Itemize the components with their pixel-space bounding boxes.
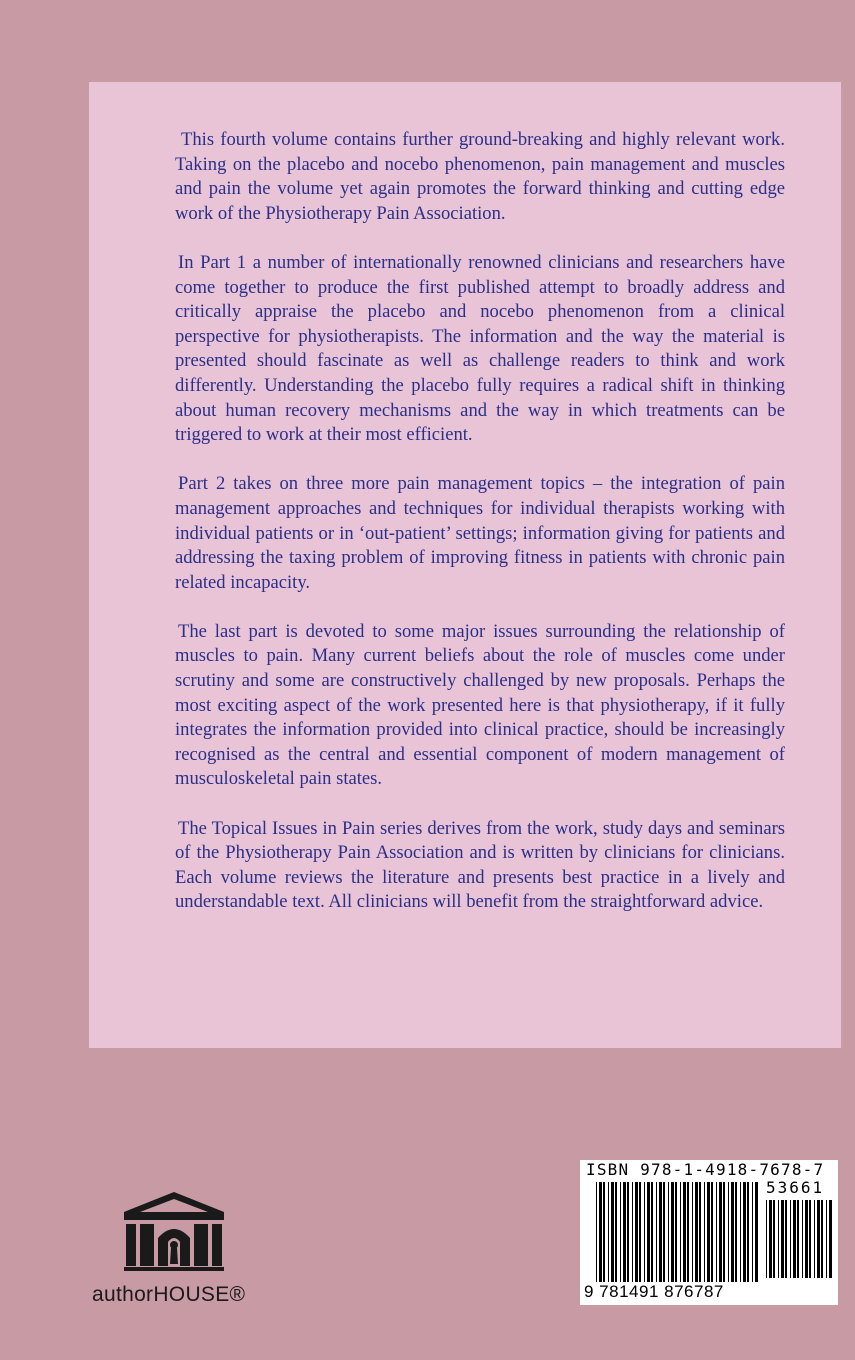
barcode-bar: [773, 1200, 775, 1278]
blurb-paragraph-3: Part 2 takes on three more pain management topics – the integration of pain management approaches and techniques for individual therapists working with individual patients or in ‘out-patient’ settings; information giving for patients and addressing the taxing problem of improving fitness in patients with chronic pain related incapacity.: [175, 473, 785, 593]
barcode-bar: [675, 1182, 677, 1282]
barcode-bar: [716, 1182, 717, 1282]
barcode-bar: [723, 1182, 725, 1282]
barcode-bar: [671, 1182, 674, 1282]
barcode-bar: [778, 1200, 779, 1278]
barcode-bar: [615, 1182, 617, 1282]
barcode-bar: [599, 1182, 602, 1282]
barcode-bar: [743, 1182, 746, 1282]
barcode-bar: [793, 1200, 796, 1278]
barcode-bar: [790, 1200, 791, 1278]
ean-digits: 9 781491 876787: [584, 1282, 724, 1301]
barcode-bar: [802, 1200, 803, 1278]
price-code: 53661: [766, 1178, 825, 1197]
barcode-bar: [620, 1182, 621, 1282]
barcode-bar: [683, 1182, 686, 1282]
barcode-bar: [699, 1182, 701, 1282]
barcode-bar: [603, 1182, 605, 1282]
barcode-bar: [656, 1182, 657, 1282]
barcode-bar: [755, 1182, 758, 1282]
blurb-paragraph-4: The last part is devoted to some major issues surrounding the relationship of muscles to pain. Many current beliefs about the role of muscles come under scrutiny and some are constructively challenged by new proposals. Perhaps the most exciting aspect of the work presented here is that physiotherapy, if it fully integrates the information provided into clinical practice, should be increasingly recognised as the central and essential component of modern management of musculoskeletal pain states.: [175, 620, 785, 790]
barcode-bar: [647, 1182, 650, 1282]
barcode-bar: [711, 1182, 713, 1282]
barcode-bar: [659, 1182, 662, 1282]
barcode-bar: [740, 1182, 741, 1282]
barcode-bar: [797, 1200, 799, 1278]
barcode-bar: [651, 1182, 653, 1282]
barcode-bar: [719, 1182, 722, 1282]
barcode-bar: [785, 1200, 787, 1278]
blurb-paragraph-1: This fourth volume contains further ground-breaking and highly relevant work. Taking on the placebo and nocebo phenomenon, pain management and muscles and pain the volume yet again promotes the forward thinking and cutting edge work of the Physiotherapy Pain Association.: [175, 129, 785, 224]
barcode-bar: [623, 1182, 626, 1282]
barcode-bar: [766, 1200, 767, 1278]
barcode-bar: [627, 1182, 629, 1282]
barcode-bar: [809, 1200, 811, 1278]
isbn-label: ISBN 978-1-4918-7678-7: [586, 1160, 825, 1179]
barcode-bar: [608, 1182, 609, 1282]
blurb-paragraph-2: In Part 1 a number of internationally renowned clinicians and researchers have come together to produce the first published attempt to broadly address and critically appraise the placebo and nocebo phenomenon from a clinical perspective for physiotherapists. The information and the way the material is presented should fascinate as well as challenge readers to think and work differently. Understanding the placebo fully requires a radical shift in thinking about human recovery mechanisms and the way in which treatments can be triggered to work at their most efficient.: [175, 251, 785, 446]
barcode-bar: [805, 1200, 808, 1278]
barcode-bar: [826, 1200, 827, 1278]
barcode-bar: [635, 1182, 638, 1282]
barcode-bar: [707, 1182, 710, 1282]
barcode-bar: [596, 1182, 597, 1282]
barcode-bar: [704, 1182, 705, 1282]
publisher-name: authorHOUSE®: [92, 1283, 246, 1306]
barcode-bar: [821, 1200, 823, 1278]
barcode-bar: [663, 1182, 665, 1282]
barcode-bar: [695, 1182, 698, 1282]
authorhouse-logo-icon: [122, 1190, 226, 1272]
barcode-bar: [639, 1182, 641, 1282]
barcode-bar: [611, 1182, 614, 1282]
barcode-bar: [747, 1182, 749, 1282]
barcode-bar: [781, 1200, 784, 1278]
blurb-paragraph-5: The Topical Issues in Pain series derives from the work, study days and seminars of the Physiotherapy Pain Association and is written by clinicians for clinicians. Each volume reviews the literature and presents best practice in a lively and understandable text. All clinicians will benefit from the straightforward advice.: [175, 817, 785, 913]
barcode-bar: [752, 1182, 753, 1282]
barcode-bar: [687, 1182, 689, 1282]
barcode-bar: [692, 1182, 693, 1282]
barcode-bar: [644, 1182, 645, 1282]
barcode-bar: [814, 1200, 815, 1278]
isbn-barcode: [580, 1160, 838, 1305]
barcode-bar: [769, 1200, 772, 1278]
barcode-bar: [680, 1182, 681, 1282]
barcode-bar: [731, 1182, 734, 1282]
barcode-bar: [817, 1200, 820, 1278]
barcode-bar: [632, 1182, 633, 1282]
barcode-bar: [668, 1182, 669, 1282]
blurb-panel: [89, 82, 841, 1048]
barcode-bar: [829, 1200, 832, 1278]
barcode-bar: [728, 1182, 729, 1282]
barcode-bar: [735, 1182, 737, 1282]
